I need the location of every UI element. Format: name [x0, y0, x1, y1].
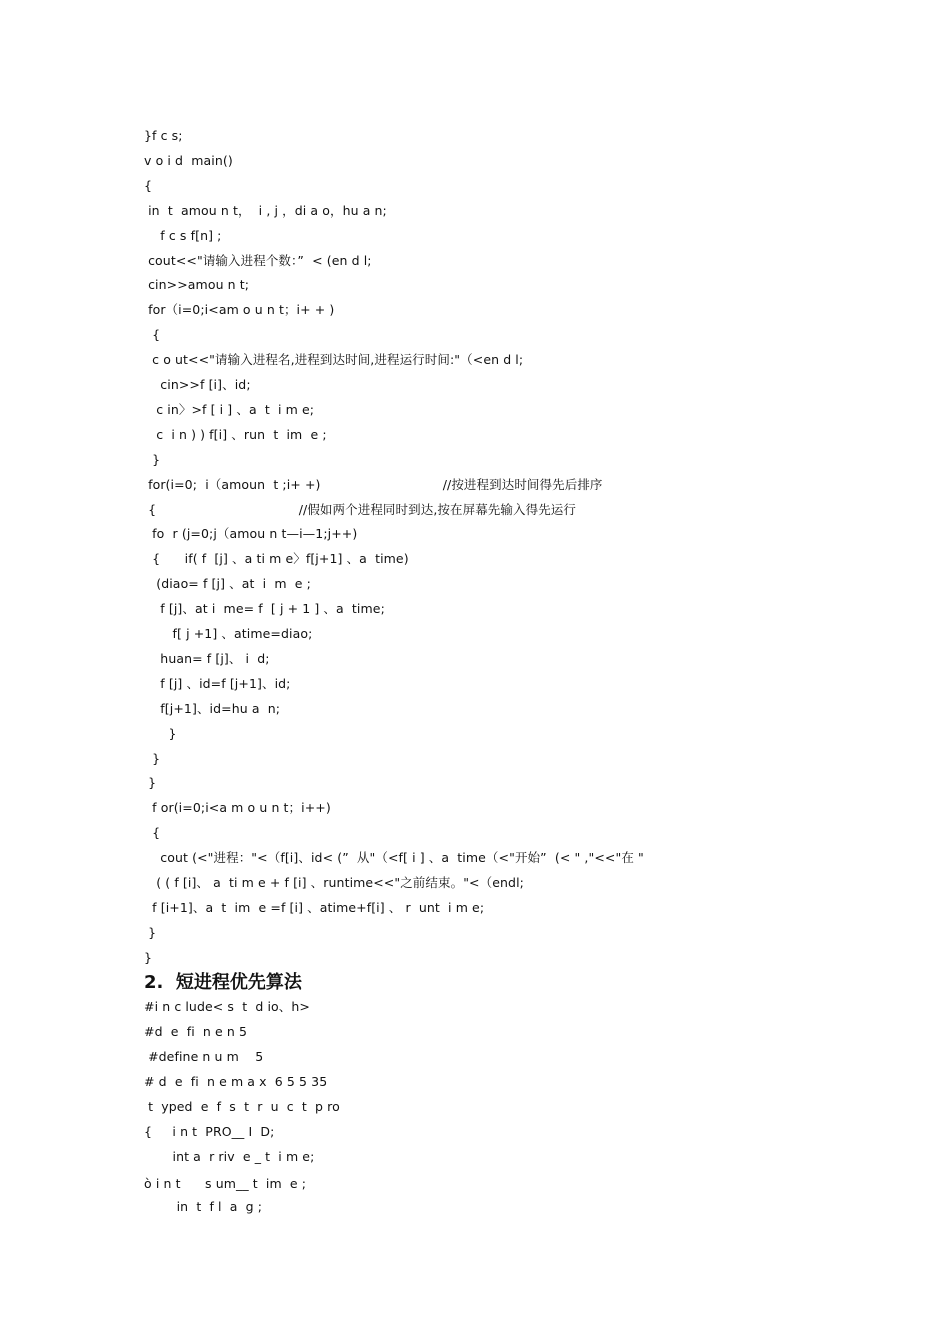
- code-line: f [i+1]、a t im e =f [i] 、atime+f[i] 、 r unt i m e;: [144, 899, 485, 915]
- code-line: cout<<"请输入进程个数：” < (en d l;: [144, 252, 372, 268]
- code-line: f or(i=0;i<a m o u n t；i++): [144, 800, 331, 816]
- code-line: }: [144, 924, 157, 940]
- code-line: in t amou n t， i , j ，di a o，hu a n;: [144, 202, 387, 218]
- code-line: }: [144, 775, 157, 791]
- code-line: { i n t PRO__ I D;: [144, 1124, 275, 1139]
- code-line: { if( f [j] 、a ti m e〉f[j+1] 、a time): [144, 551, 409, 567]
- code-line: }: [144, 725, 177, 741]
- code-line: # d e fi n e m a x 6 5 5 35: [144, 1074, 328, 1089]
- code-line: (diao= f [j] 、at i m e ;: [144, 576, 311, 592]
- code-line: {: [144, 825, 161, 841]
- code-line: cin>>f [i]、id;: [144, 377, 251, 392]
- code-line: cin>>amou n t;: [144, 277, 250, 293]
- code-line: v o i d main(): [144, 152, 233, 168]
- code-line: }: [144, 451, 161, 467]
- code-line: t yped e f s t r u c t p ro: [144, 1099, 340, 1114]
- code-line: f [j]、at i me= f [ j + 1 ] 、a time;: [144, 601, 385, 617]
- code-line: int a r riv e _ t i m e;: [144, 1149, 315, 1164]
- code-line: {: [144, 327, 161, 343]
- section-heading: 2. 短进程优先算法: [144, 972, 302, 993]
- code-line: in t f l a g ;: [144, 1199, 263, 1214]
- code-line: ( ( f [i]、 a ti m e + f [i] 、runtime<<"之前结束。"<（endl;: [144, 875, 524, 890]
- code-line: {: [144, 177, 153, 193]
- code-line: cout (<"进程："<（f[i]、id< (” 从"（<f[ i ] 、a time（<"开始” (< " ,"<<"在 ": [144, 850, 644, 866]
- code-line: for(i=0; i（amoun t ;i+ +) //按进程到达时间得先后排序: [144, 476, 603, 492]
- code-line: { //假如两个进程同时到达,按在屏幕先输入得先运行: [144, 501, 576, 517]
- code-line: #i n c lude< s t d io、h>: [144, 999, 310, 1014]
- code-line: f[ j +1] 、atime=diao;: [144, 626, 313, 641]
- code-line: }: [144, 750, 161, 766]
- code-line: }: [144, 949, 153, 965]
- code-line: f c s f[n] ;: [144, 227, 222, 243]
- code-line: f[j+1]、id=hu a n;: [144, 700, 281, 716]
- code-line: for（i=0;i<am o u n t；i+ + ): [144, 302, 335, 318]
- code-line: huan= f [j]、 i d;: [144, 650, 270, 666]
- code-line: c o ut<<"请输入进程名,进程到达时间,进程运行时间:"（<en d l;: [144, 352, 524, 368]
- code-line: #d e fi n e n 5: [144, 1024, 248, 1039]
- code-line: ò i n t s um__ t im e ;: [144, 1176, 307, 1191]
- code-line: }f c s;: [144, 128, 183, 143]
- code-line: c in〉>f [ i ] 、a t i m e;: [144, 401, 315, 417]
- code-line: fo r (j=0;j（amou n t—i—1;j++): [144, 526, 358, 542]
- code-line: c i n ) ) f[i] 、run t im e ;: [144, 426, 327, 442]
- code-line: #define n u m 5: [144, 1049, 264, 1064]
- code-line: f [j] 、id=f [j+1]、id;: [144, 675, 291, 691]
